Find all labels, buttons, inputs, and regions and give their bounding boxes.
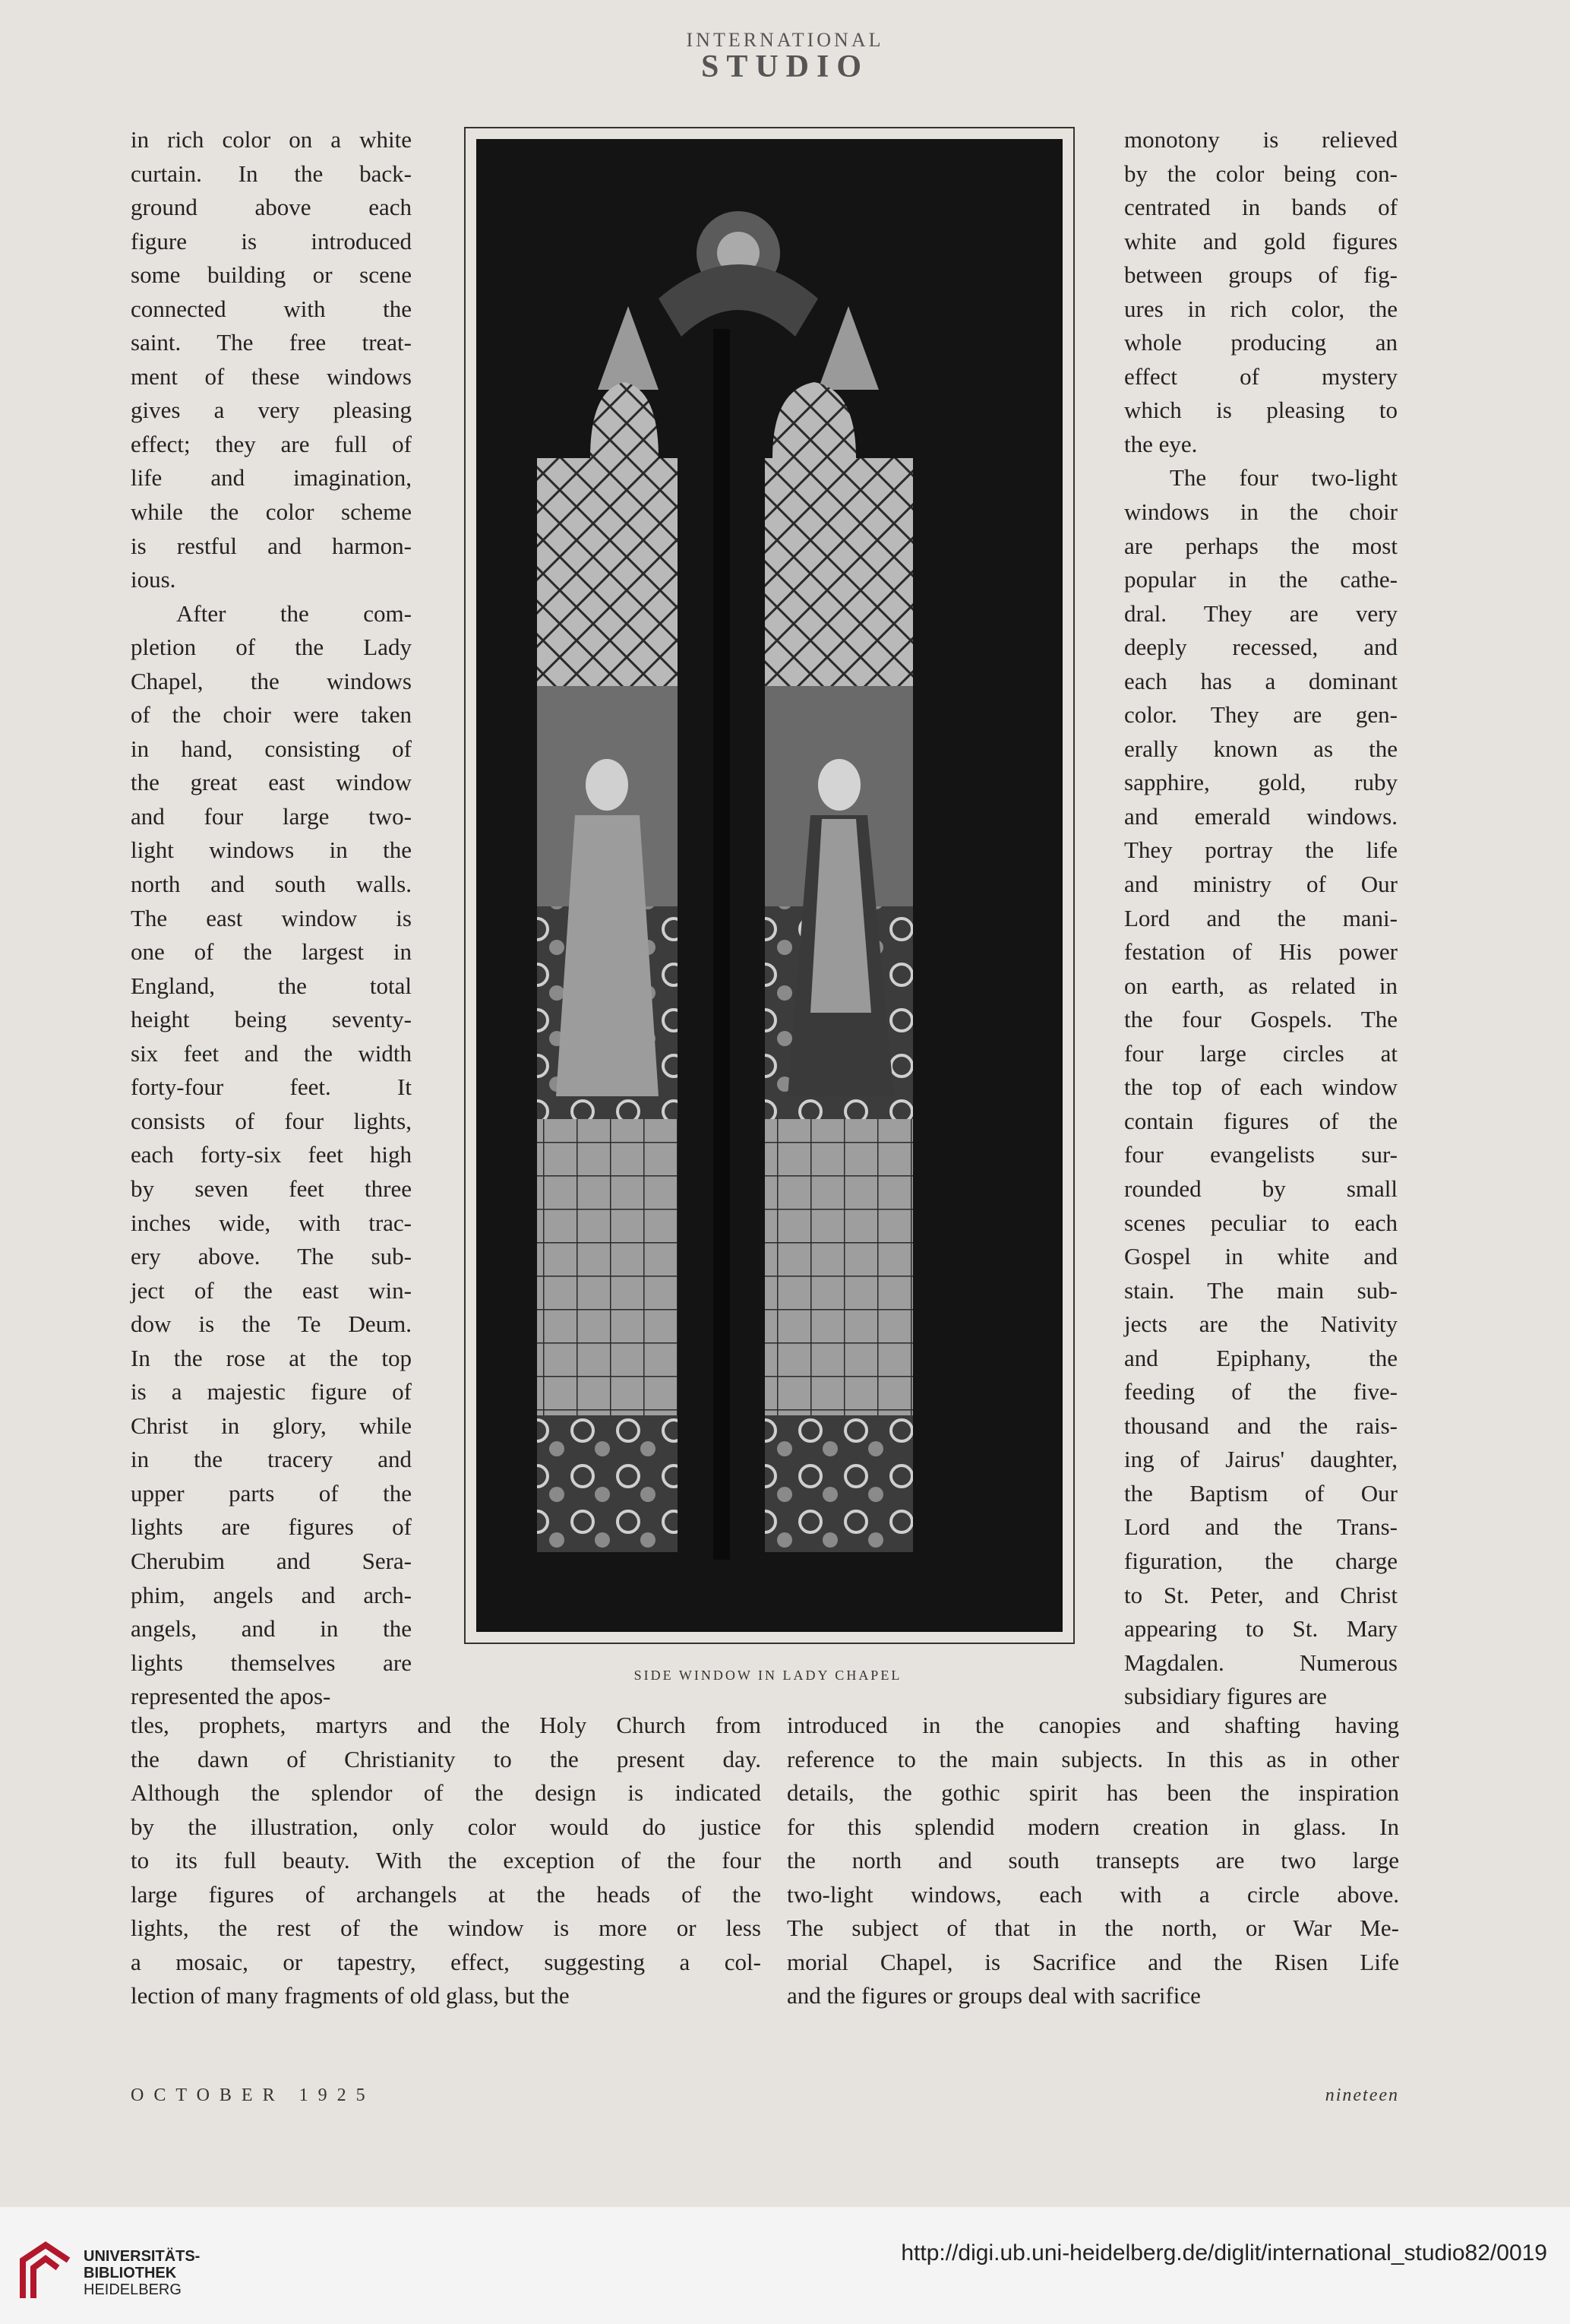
text-line: The east window is xyxy=(131,904,412,931)
text-line: effect; they are full of xyxy=(131,430,412,457)
text-line: two-light windows, each with a circle above. xyxy=(787,1880,1399,1908)
page-number: nineteen xyxy=(1325,2085,1399,2105)
text-line: north and south walls. xyxy=(131,871,412,898)
text-line: whole producing an xyxy=(1124,329,1398,356)
text-line: forty-four feet. It xyxy=(131,1073,412,1101)
text-line: tles, prophets, martyrs and the Holy Church from xyxy=(131,1712,761,1738)
text-line: subsidiary figures are xyxy=(1124,1683,1327,1710)
text-line: and emerald windows. xyxy=(1124,802,1398,830)
text-line: curtain. In the back- xyxy=(131,160,412,187)
text-line: pletion of the Lady xyxy=(131,634,412,661)
masthead-studio: STUDIO xyxy=(700,49,870,84)
text-line: rounded by small xyxy=(1124,1175,1398,1202)
text-line: They portray the life xyxy=(1124,836,1398,864)
text-line: is a majestic figure of xyxy=(131,1378,412,1405)
text-line: lights are figures of xyxy=(131,1513,412,1541)
text-line: ground above each xyxy=(131,194,412,221)
text-line: one of the largest in xyxy=(131,938,412,966)
issue-date: OCTOBER 1925 xyxy=(131,2085,375,2105)
source-url-link[interactable]: http://digi.ub.uni-heidelberg.de/diglit/international_studio82/0019 xyxy=(901,2240,1547,2266)
text-line: morial Chapel, is Sacrifice and the Risen Life xyxy=(787,1948,1399,1975)
text-line: the north and south transepts are two large xyxy=(787,1847,1399,1874)
text-line: effect of mystery xyxy=(1124,362,1398,390)
text-line: dral. They are very xyxy=(1124,599,1398,627)
text-line: light windows in the xyxy=(131,836,412,864)
text-line: ment of these windows xyxy=(131,362,412,390)
text-line: each has a dominant xyxy=(1124,667,1398,694)
library-name-line-3: HEIDELBERG xyxy=(84,2281,182,2298)
text-line: six feet and the width xyxy=(131,1039,412,1067)
text-line: contain figures of the xyxy=(1124,1107,1398,1134)
text-line: life and imagination, xyxy=(131,464,412,492)
text-line: on earth, as related in xyxy=(1124,972,1398,999)
left-column-text xyxy=(131,123,412,1714)
text-line: erally known as the xyxy=(1124,735,1398,762)
bottom-right-text xyxy=(787,1709,1399,2013)
masthead-international: INTERNATIONAL xyxy=(686,29,884,51)
text-line: lights themselves are xyxy=(131,1649,412,1676)
text-line: Cherubim and Sera- xyxy=(131,1547,412,1574)
text-line: some building or scene xyxy=(131,261,412,289)
stained-glass-photo-frame xyxy=(464,127,1075,1644)
text-line: The four two-light xyxy=(1170,464,1398,492)
text-line: a mosaic, or tapestry, effect, suggesting a col- xyxy=(131,1948,761,1975)
right-column-text xyxy=(1124,123,1398,1714)
text-line: phim, angels and arch- xyxy=(131,1581,412,1608)
text-line: deeply recessed, and xyxy=(1124,634,1398,661)
text-line: represented the apos- xyxy=(131,1683,331,1710)
text-line: is restful and harmon- xyxy=(131,532,412,559)
text-line: festation of His power xyxy=(1124,938,1398,966)
text-line: stain. The main sub- xyxy=(1124,1276,1398,1304)
text-line: Although the splendor of the design is indicated xyxy=(131,1779,761,1807)
text-line: to its full beauty. With the exception of the four xyxy=(131,1847,761,1874)
text-line: introduced in the canopies and shafting having xyxy=(787,1712,1399,1738)
bottom-left-text xyxy=(131,1709,761,2013)
text-line: gives a very pleasing xyxy=(131,397,412,424)
text-line: connected with the xyxy=(131,295,412,322)
text-line: dow is the Te Deum. xyxy=(131,1311,412,1338)
text-line: monotony is relieved xyxy=(1124,126,1398,153)
text-line: height being seventy- xyxy=(131,1006,412,1033)
text-line: by the illustration, only color would do justice xyxy=(131,1813,761,1840)
text-line: ious. xyxy=(131,566,176,593)
library-name-line-2: BIBLIOTHEK xyxy=(84,2265,177,2281)
text-line: color. They are gen- xyxy=(1124,701,1398,729)
text-line: and four large two- xyxy=(131,802,412,830)
text-line: figuration, the charge xyxy=(1124,1547,1398,1574)
text-line: in hand, consisting of xyxy=(131,735,412,762)
text-line: for this splendid modern creation in glass. In xyxy=(787,1813,1399,1840)
text-line: feeding of the five- xyxy=(1124,1378,1398,1405)
library-logo-icon xyxy=(15,2237,76,2310)
text-line: Lord and the mani- xyxy=(1124,904,1398,931)
text-line: the great east window xyxy=(131,769,412,796)
text-line: and ministry of Our xyxy=(1124,871,1398,898)
text-line: scenes peculiar to each xyxy=(1124,1209,1398,1236)
text-line: In the rose at the top xyxy=(131,1344,412,1371)
text-line: popular in the cathe- xyxy=(1124,566,1398,593)
text-line: ery above. The sub- xyxy=(131,1243,412,1270)
text-line: windows in the choir xyxy=(1124,498,1398,526)
text-line: Magdalen. Numerous xyxy=(1124,1649,1398,1676)
text-line: the Baptism of Our xyxy=(1124,1479,1398,1507)
text-line: which is pleasing to xyxy=(1124,397,1398,424)
text-line: lights, the rest of the window is more or less xyxy=(131,1915,761,1942)
text-line: saint. The free treat- xyxy=(131,329,412,356)
text-line: of the choir were taken xyxy=(131,701,412,729)
text-line: reference to the main subjects. In this as in other xyxy=(787,1745,1399,1772)
stained-glass-window-photo xyxy=(476,139,1063,1632)
text-line: the eye. xyxy=(1124,430,1198,457)
stained-glass-window-image xyxy=(476,139,1060,1629)
text-line: Chapel, the windows xyxy=(131,667,412,694)
text-line: inches wide, with trac- xyxy=(131,1209,412,1236)
text-line: while the color scheme xyxy=(131,498,412,526)
text-line: After the com- xyxy=(176,599,412,627)
text-line: Gospel in white and xyxy=(1124,1243,1398,1270)
library-name-line-1: UNIVERSITÄTS- xyxy=(84,2248,201,2265)
text-line: large figures of archangels at the heads of the xyxy=(131,1880,761,1908)
text-line: the four Gospels. The xyxy=(1124,1006,1398,1033)
text-line: four large circles at xyxy=(1124,1039,1398,1067)
text-line: appearing to St. Mary xyxy=(1124,1615,1398,1643)
digitization-bar xyxy=(0,2207,1570,2324)
text-line: details, the gothic spirit has been the inspiration xyxy=(787,1779,1399,1807)
text-line: jects are the Nativity xyxy=(1124,1311,1398,1338)
text-line: in rich color on a white xyxy=(131,126,412,153)
text-line: by the color being con- xyxy=(1124,160,1398,187)
text-line: Christ in glory, while xyxy=(131,1412,412,1439)
text-line: The subject of that in the north, or War Me- xyxy=(787,1915,1399,1942)
library-name xyxy=(84,2248,200,2298)
text-line: white and gold figures xyxy=(1124,227,1398,255)
text-line: angels, and in the xyxy=(131,1615,412,1643)
text-line: consists of four lights, xyxy=(131,1107,412,1134)
text-line: each forty-six feet high xyxy=(131,1141,412,1168)
text-line: between groups of fig- xyxy=(1124,261,1398,289)
text-line: ures in rich color, the xyxy=(1124,295,1398,322)
text-line: in the tracery and xyxy=(131,1446,412,1473)
text-line: figure is introduced xyxy=(131,227,412,255)
text-line: and Epiphany, the xyxy=(1124,1344,1398,1371)
text-line: centrated in bands of xyxy=(1124,194,1398,221)
text-line: lection of many fragments of old glass, but the xyxy=(131,1982,570,2009)
figure-caption: SIDE WINDOW IN LADY CHAPEL xyxy=(633,1668,902,1683)
text-line: by seven feet three xyxy=(131,1175,412,1202)
text-line: thousand and the rais- xyxy=(1124,1412,1398,1439)
text-line: ject of the east win- xyxy=(131,1276,412,1304)
text-line: are perhaps the most xyxy=(1124,532,1398,559)
text-line: sapphire, gold, ruby xyxy=(1124,769,1398,796)
text-line: upper parts of the xyxy=(131,1479,412,1507)
text-line: four evangelists sur- xyxy=(1124,1141,1398,1168)
text-line: Lord and the Trans- xyxy=(1124,1513,1398,1541)
text-line: ing of Jairus' daughter, xyxy=(1124,1446,1398,1473)
text-line: to St. Peter, and Christ xyxy=(1124,1581,1398,1608)
text-line: and the figures or groups deal with sacrifice xyxy=(787,1982,1201,2009)
text-line: England, the total xyxy=(131,972,412,999)
text-line: the dawn of Christianity to the present day. xyxy=(131,1745,761,1772)
text-line: the top of each window xyxy=(1124,1073,1398,1101)
